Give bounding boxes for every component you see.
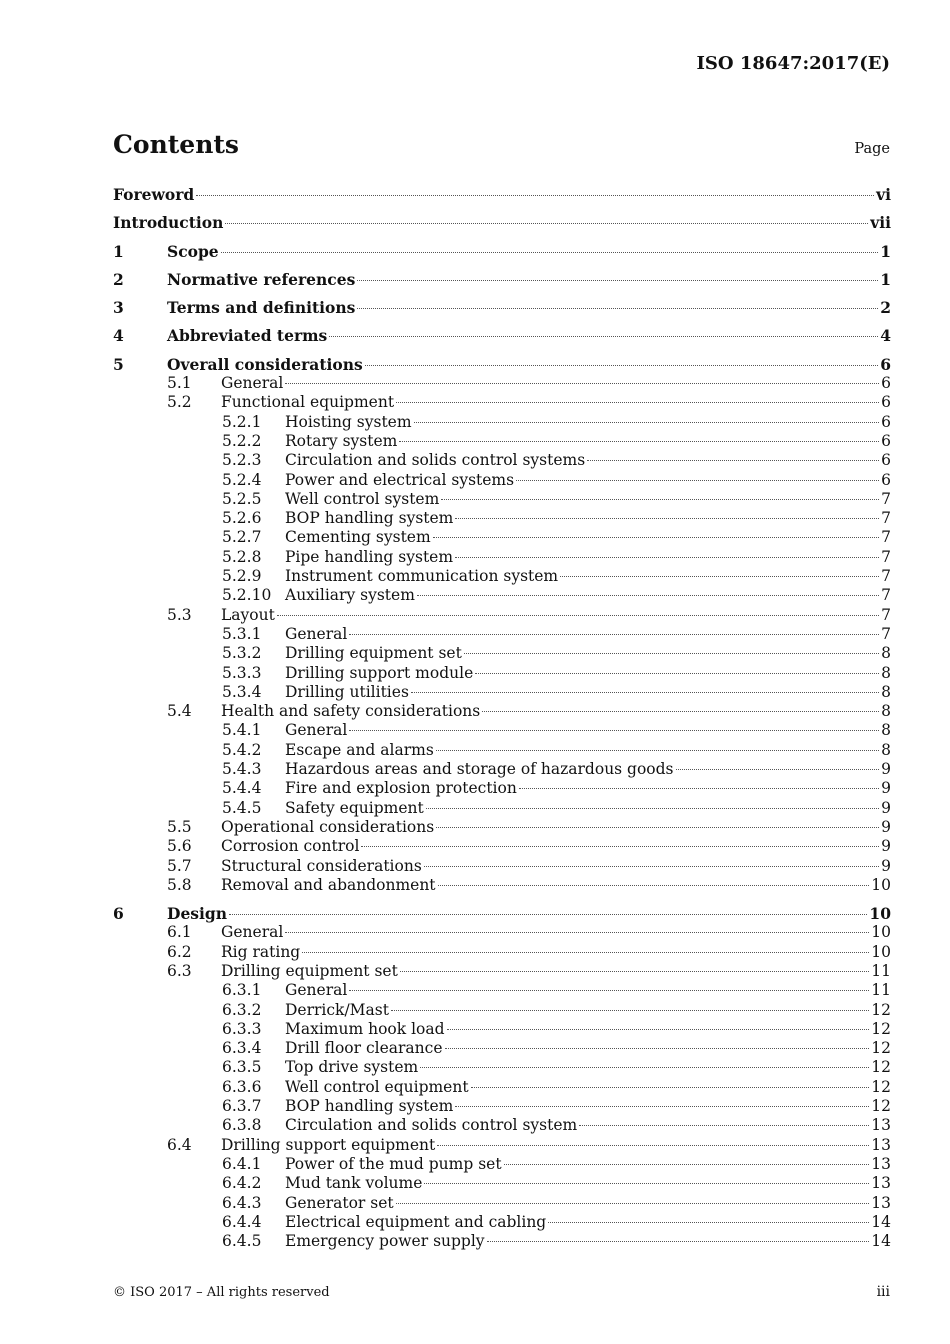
toc-entry[interactable] — [113, 1232, 891, 1251]
toc-entry-page[interactable]: 10 — [871, 942, 891, 961]
dot-leader — [548, 1222, 869, 1223]
toc-entry[interactable] — [113, 1020, 891, 1039]
toc-entry-number: 6.4.4 — [222, 1212, 262, 1231]
toc-entry-number: 1 — [113, 241, 124, 261]
toc-entry-page[interactable]: 8 — [881, 663, 891, 682]
toc-entry-title[interactable]: Functional equipment — [221, 393, 395, 412]
toc-entry[interactable] — [113, 1213, 891, 1232]
dot-leader — [396, 402, 879, 403]
toc-entry[interactable] — [113, 818, 891, 837]
toc-entry[interactable] — [113, 451, 891, 470]
toc-entry-page[interactable]: vii — [870, 213, 891, 233]
toc-entry-number: 5.4.1 — [222, 721, 262, 740]
toc-entry-title[interactable]: Drilling utilities — [285, 682, 409, 701]
toc-entry[interactable] — [113, 1058, 891, 1077]
toc-entry-title[interactable]: Health and safety considerations — [221, 702, 481, 721]
dot-leader — [221, 252, 879, 253]
toc-entry-page[interactable]: 6 — [881, 374, 891, 393]
toc-entry[interactable] — [113, 962, 891, 981]
toc-entry-title[interactable]: Auxiliary system — [285, 586, 415, 605]
toc-entry-number: 5.7 — [167, 856, 192, 875]
toc-entry-page[interactable]: 2 — [880, 298, 891, 318]
toc-entry[interactable] — [113, 213, 891, 232]
toc-entry-number: 5.4.4 — [222, 779, 262, 798]
toc-entry-page[interactable]: 12 — [871, 1000, 891, 1019]
toc-entry-number: 5.1 — [167, 374, 192, 393]
contents-title: Contents — [113, 130, 240, 159]
dot-leader — [365, 365, 879, 366]
dot-leader — [441, 499, 879, 500]
toc-entry[interactable] — [113, 606, 891, 625]
toc-entry-title[interactable]: Cementing system — [285, 528, 431, 547]
toc-entry-page[interactable]: 12 — [871, 1039, 891, 1058]
table-of-contents — [113, 185, 891, 1251]
dot-leader — [391, 1010, 869, 1011]
toc-entry-number: 5.4 — [167, 702, 192, 721]
toc-entry-page[interactable]: 12 — [871, 1019, 891, 1038]
toc-entry-page[interactable]: 9 — [881, 817, 891, 836]
toc-entry[interactable] — [113, 270, 891, 289]
toc-entry[interactable] — [113, 1174, 891, 1193]
toc-entry[interactable] — [113, 374, 891, 393]
toc-entry[interactable] — [113, 1194, 891, 1213]
toc-entry-number: 5.3.1 — [222, 624, 262, 643]
toc-entry-title[interactable]: Safety equipment — [285, 798, 424, 817]
toc-entry-title[interactable]: Circulation and solids control system — [285, 1116, 578, 1135]
toc-entry-number: 5.2.2 — [222, 431, 262, 450]
toc-entry[interactable] — [113, 1155, 891, 1174]
toc-entry[interactable] — [113, 586, 891, 605]
toc-entry-title[interactable]: BOP handling system — [285, 509, 454, 528]
toc-entry-page[interactable]: 6 — [881, 412, 891, 431]
toc-entry-title[interactable]: Drilling equipment set — [221, 961, 398, 980]
dot-leader — [396, 1203, 870, 1204]
toc-entry-title[interactable]: Structural considerations — [221, 856, 422, 875]
toc-entry-page[interactable]: 4 — [880, 326, 891, 346]
toc-entry-number: 6.4 — [167, 1135, 192, 1154]
toc-entry[interactable] — [113, 1078, 891, 1097]
toc-entry-number: 6.1 — [167, 923, 192, 942]
toc-entry-title[interactable]: Electrical equipment and cabling — [285, 1212, 547, 1231]
toc-entry[interactable] — [113, 799, 891, 818]
toc-entry-title[interactable]: Well control equipment — [285, 1077, 469, 1096]
toc-entry[interactable] — [113, 548, 891, 567]
toc-entry-title[interactable]: Mud tank volume — [285, 1174, 423, 1193]
toc-entry-title[interactable]: Rotary system — [285, 431, 398, 450]
dot-leader — [225, 223, 868, 224]
toc-entry-number: 5.6 — [167, 837, 192, 856]
toc-entry-number: 5.2.7 — [222, 528, 262, 547]
toc-entry-title[interactable]: Pipe handling system — [285, 547, 454, 566]
toc-entry-number: 6 — [113, 904, 124, 924]
toc-entry-title[interactable]: Power of the mud pump set — [285, 1154, 502, 1173]
toc-entry-page[interactable]: 10 — [869, 904, 891, 924]
dot-leader — [579, 1125, 869, 1126]
toc-entry-number: 5.3.4 — [222, 682, 262, 701]
dot-leader — [455, 1106, 869, 1107]
toc-entry[interactable] — [113, 567, 891, 586]
toc-entry-page[interactable]: 11 — [871, 981, 891, 1000]
dot-leader — [424, 1183, 869, 1184]
dot-leader — [436, 750, 879, 751]
toc-entry-page[interactable]: 7 — [881, 528, 891, 547]
toc-entry-page[interactable]: 6 — [881, 393, 891, 412]
dot-leader — [455, 557, 879, 558]
toc-entry-title[interactable]: Hoisting system — [285, 412, 412, 431]
dot-leader — [349, 634, 879, 635]
toc-entry-title[interactable]: Escape and alarms — [285, 740, 434, 759]
dot-leader — [438, 885, 870, 886]
toc-entry[interactable] — [113, 779, 891, 798]
toc-entry-title[interactable]: Overall considerations — [167, 354, 363, 374]
toc-entry[interactable] — [113, 413, 891, 432]
toc-entry-page[interactable]: 8 — [881, 644, 891, 663]
toc-entry-title[interactable]: Maximum hook load — [285, 1019, 445, 1038]
toc-entry[interactable] — [113, 528, 891, 547]
dot-leader — [285, 383, 879, 384]
toc-entry-page[interactable]: 13 — [871, 1193, 891, 1212]
dot-leader — [560, 576, 879, 577]
toc-entry-page[interactable]: 7 — [881, 605, 891, 624]
toc-entry-page[interactable]: 6 — [881, 431, 891, 450]
toc-entry-page[interactable]: 10 — [871, 923, 891, 942]
toc-entry[interactable] — [113, 923, 891, 942]
toc-entry[interactable] — [113, 432, 891, 451]
toc-entry[interactable] — [113, 471, 891, 490]
toc-entry-page[interactable]: 13 — [871, 1116, 891, 1135]
toc-entry-page[interactable]: 10 — [871, 875, 891, 894]
toc-entry-page[interactable]: 7 — [881, 489, 891, 508]
toc-entry-number: 6.4.5 — [222, 1232, 262, 1251]
toc-entry-number: 6.3 — [167, 961, 192, 980]
dot-leader — [482, 711, 879, 712]
toc-entry-number: 6.3.4 — [222, 1039, 262, 1058]
toc-entry-title[interactable]: Design — [167, 904, 228, 924]
toc-entry-title[interactable]: Removal and abandonment — [221, 875, 436, 894]
toc-entry[interactable] — [113, 1001, 891, 1020]
dot-leader — [329, 336, 878, 337]
toc-entry-number: 5.2.9 — [222, 567, 262, 586]
dot-leader — [445, 1048, 870, 1049]
toc-entry[interactable] — [113, 904, 891, 923]
dot-leader — [424, 866, 879, 867]
toc-entry-title[interactable]: Well control system — [285, 489, 440, 508]
toc-entry-title[interactable]: General — [285, 721, 348, 740]
dot-leader — [516, 480, 879, 481]
dot-leader — [349, 730, 879, 731]
toc-entry-number: 5.4.5 — [222, 798, 262, 817]
toc-entry-title[interactable]: Drilling support module — [285, 663, 474, 682]
toc-entry-title[interactable]: Power and electrical systems — [285, 470, 515, 489]
toc-entry-page[interactable]: 13 — [871, 1154, 891, 1173]
toc-entry-title[interactable]: General — [285, 624, 348, 643]
toc-entry-number: 5.3.3 — [222, 663, 262, 682]
toc-entry-page[interactable]: 7 — [881, 586, 891, 605]
toc-entry-page[interactable]: 7 — [881, 567, 891, 586]
toc-entry-page[interactable]: 7 — [881, 509, 891, 528]
toc-entry-title[interactable]: Derrick/Mast — [285, 1000, 389, 1019]
toc-entry[interactable] — [113, 490, 891, 509]
dot-leader — [447, 1029, 870, 1030]
toc-entry-number: 5.2.1 — [222, 412, 262, 431]
toc-entry-number: 6.3.1 — [222, 981, 262, 1000]
toc-entry-title[interactable]: Introduction — [113, 213, 224, 233]
dot-leader — [414, 422, 880, 423]
toc-entry-page[interactable]: 8 — [881, 721, 891, 740]
dot-leader — [349, 990, 869, 991]
toc-entry-number: 5.2.4 — [222, 470, 262, 489]
toc-entry[interactable] — [113, 298, 891, 317]
toc-entry[interactable] — [113, 393, 891, 412]
dot-leader — [357, 280, 878, 281]
toc-entry-title[interactable]: Operational considerations — [221, 817, 435, 836]
dot-leader — [400, 971, 869, 972]
toc-entry-title[interactable]: Normative references — [167, 269, 356, 289]
toc-entry-page[interactable]: 6 — [881, 451, 891, 470]
toc-entry-page[interactable]: 6 — [881, 470, 891, 489]
toc-entry[interactable] — [113, 185, 891, 204]
dot-leader — [411, 692, 879, 693]
toc-entry-number: 5 — [113, 354, 124, 374]
toc-entry-page[interactable]: 11 — [871, 961, 891, 980]
dot-leader — [455, 518, 879, 519]
toc-entry[interactable] — [113, 857, 891, 876]
toc-entry-title[interactable]: Terms and definitions — [167, 298, 356, 318]
toc-entry[interactable] — [113, 1097, 891, 1116]
toc-entry[interactable] — [113, 1116, 891, 1135]
dot-leader — [399, 441, 879, 442]
page-number: iii — [876, 1284, 890, 1300]
toc-entry-title[interactable]: Generator set — [285, 1193, 394, 1212]
toc-entry-number: 6.3.8 — [222, 1116, 262, 1135]
toc-entry-page[interactable]: 9 — [881, 798, 891, 817]
toc-entry-number: 5.2 — [167, 393, 192, 412]
toc-entry-title[interactable]: Scope — [167, 241, 219, 261]
toc-entry-title[interactable]: Drilling equipment set — [285, 644, 462, 663]
toc-entry[interactable] — [113, 1136, 891, 1155]
toc-entry-number: 6.3.2 — [222, 1000, 262, 1019]
dot-leader — [229, 914, 867, 915]
toc-entry[interactable] — [113, 721, 891, 740]
toc-entry-number: 6.3.5 — [222, 1058, 262, 1077]
toc-entry-number: 6.3.6 — [222, 1077, 262, 1096]
toc-entry-title[interactable]: Abbreviated terms — [167, 326, 328, 346]
dot-leader — [302, 952, 869, 953]
toc-entry-page[interactable]: 12 — [871, 1097, 891, 1116]
dot-leader — [436, 827, 879, 828]
toc-entry-number: 3 — [113, 298, 124, 318]
toc-entry-page[interactable]: 8 — [881, 702, 891, 721]
dot-leader — [471, 1087, 870, 1088]
toc-entry-page[interactable]: 6 — [880, 354, 891, 374]
dot-leader — [487, 1241, 870, 1242]
toc-entry-number: 5.5 — [167, 817, 192, 836]
toc-entry[interactable] — [113, 644, 891, 663]
toc-entry-title[interactable]: Foreword — [113, 185, 195, 204]
toc-entry-number: 5.4.3 — [222, 760, 262, 779]
toc-entry[interactable] — [113, 702, 891, 721]
toc-entry[interactable] — [113, 837, 891, 856]
toc-entry[interactable] — [113, 943, 891, 962]
toc-entry-number: 5.2.10 — [222, 586, 272, 605]
toc-entry-page[interactable]: 9 — [881, 779, 891, 798]
toc-entry-page[interactable]: 14 — [871, 1232, 891, 1251]
toc-entry-page[interactable]: 1 — [880, 241, 891, 261]
toc-entry-page[interactable]: 7 — [881, 547, 891, 566]
toc-entry-number: 5.3.2 — [222, 644, 262, 663]
dot-leader — [519, 788, 879, 789]
toc-entry[interactable] — [113, 741, 891, 760]
toc-entry-number: 6.4.1 — [222, 1154, 262, 1173]
toc-entry-page[interactable]: 12 — [871, 1058, 891, 1077]
toc-entry-number: 4 — [113, 326, 124, 346]
toc-entry[interactable] — [113, 509, 891, 528]
toc-entry-title[interactable]: Corrosion control — [221, 837, 360, 856]
toc-entry-page[interactable]: 13 — [871, 1135, 891, 1154]
dot-leader — [420, 1067, 869, 1068]
dot-leader — [504, 1164, 870, 1165]
toc-entry-number: 5.4.2 — [222, 740, 262, 759]
dot-leader — [417, 595, 879, 596]
dot-leader — [426, 808, 879, 809]
toc-entry-title[interactable]: Layout — [221, 605, 275, 624]
dot-leader — [433, 537, 879, 538]
toc-entry-number: 6.3.7 — [222, 1097, 262, 1116]
copyright-footer: © ISO 2017 – All rights reserved — [113, 1285, 330, 1300]
toc-entry[interactable] — [113, 1039, 891, 1058]
toc-entry-title[interactable]: Top drive system — [285, 1058, 419, 1077]
toc-entry-title[interactable]: Drill floor clearance — [285, 1039, 443, 1058]
toc-entry-page[interactable]: 9 — [881, 837, 891, 856]
document-id: ISO 18647:2017(E) — [696, 53, 890, 74]
toc-entry-page[interactable]: 14 — [871, 1212, 891, 1231]
toc-entry-title[interactable]: Hazardous areas and storage of hazardous goods — [285, 760, 674, 779]
toc-entry-number: 5.3 — [167, 605, 192, 624]
toc-entry-page[interactable]: 8 — [881, 740, 891, 759]
toc-entry-number: 2 — [113, 269, 124, 289]
toc-entry[interactable] — [113, 625, 891, 644]
dot-leader — [475, 673, 879, 674]
toc-entry-number: 6.4.3 — [222, 1193, 262, 1212]
dot-leader — [277, 615, 879, 616]
dot-leader — [357, 308, 878, 309]
dot-leader — [587, 460, 879, 461]
toc-entry-page[interactable]: 1 — [880, 269, 891, 289]
dot-leader — [361, 846, 879, 847]
toc-entry-page[interactable]: vi — [876, 185, 891, 204]
toc-entry-title[interactable]: Emergency power supply — [285, 1232, 485, 1251]
toc-entry-title[interactable]: Fire and explosion protection — [285, 779, 517, 798]
toc-entry-page[interactable]: 13 — [871, 1174, 891, 1193]
page-column-label: Page — [854, 141, 890, 157]
toc-entry-number: 5.8 — [167, 875, 192, 894]
toc-entry[interactable] — [113, 664, 891, 683]
toc-entry-number: 6.3.3 — [222, 1019, 262, 1038]
toc-entry-page[interactable]: 9 — [881, 760, 891, 779]
dot-leader — [196, 195, 874, 196]
toc-entry-title[interactable]: Drilling support equipment — [221, 1135, 436, 1154]
dot-leader — [464, 653, 879, 654]
toc-entry-title[interactable]: BOP handling system — [285, 1097, 454, 1116]
toc-entry-title[interactable]: General — [221, 374, 284, 393]
toc-entry[interactable] — [113, 981, 891, 1000]
toc-entry-number: 5.2.8 — [222, 547, 262, 566]
toc-entry-title[interactable]: General — [285, 981, 348, 1000]
toc-entry-number: 5.2.6 — [222, 509, 262, 528]
toc-entry-number: 6.2 — [167, 942, 192, 961]
toc-entry-page[interactable]: 9 — [881, 856, 891, 875]
toc-entry-title[interactable]: General — [221, 923, 284, 942]
dot-leader — [285, 932, 869, 933]
toc-entry[interactable] — [113, 760, 891, 779]
toc-entry[interactable] — [113, 876, 891, 895]
toc-entry-title[interactable]: Instrument communication system — [285, 567, 559, 586]
toc-entry-number: 5.2.3 — [222, 451, 262, 470]
toc-entry[interactable] — [113, 326, 891, 345]
toc-entry-number: 6.4.2 — [222, 1174, 262, 1193]
dot-leader — [437, 1145, 869, 1146]
toc-entry-page[interactable]: 8 — [881, 682, 891, 701]
dot-leader — [676, 769, 880, 770]
toc-entry-page[interactable]: 12 — [871, 1077, 891, 1096]
toc-entry[interactable] — [113, 683, 891, 702]
toc-entry-page[interactable]: 7 — [881, 624, 891, 643]
toc-entry[interactable] — [113, 355, 891, 374]
toc-entry-number: 5.2.5 — [222, 489, 262, 508]
toc-entry[interactable] — [113, 242, 891, 261]
toc-entry-title[interactable]: Rig rating — [221, 942, 301, 961]
toc-entry-title[interactable]: Circulation and solids control systems — [285, 451, 586, 470]
